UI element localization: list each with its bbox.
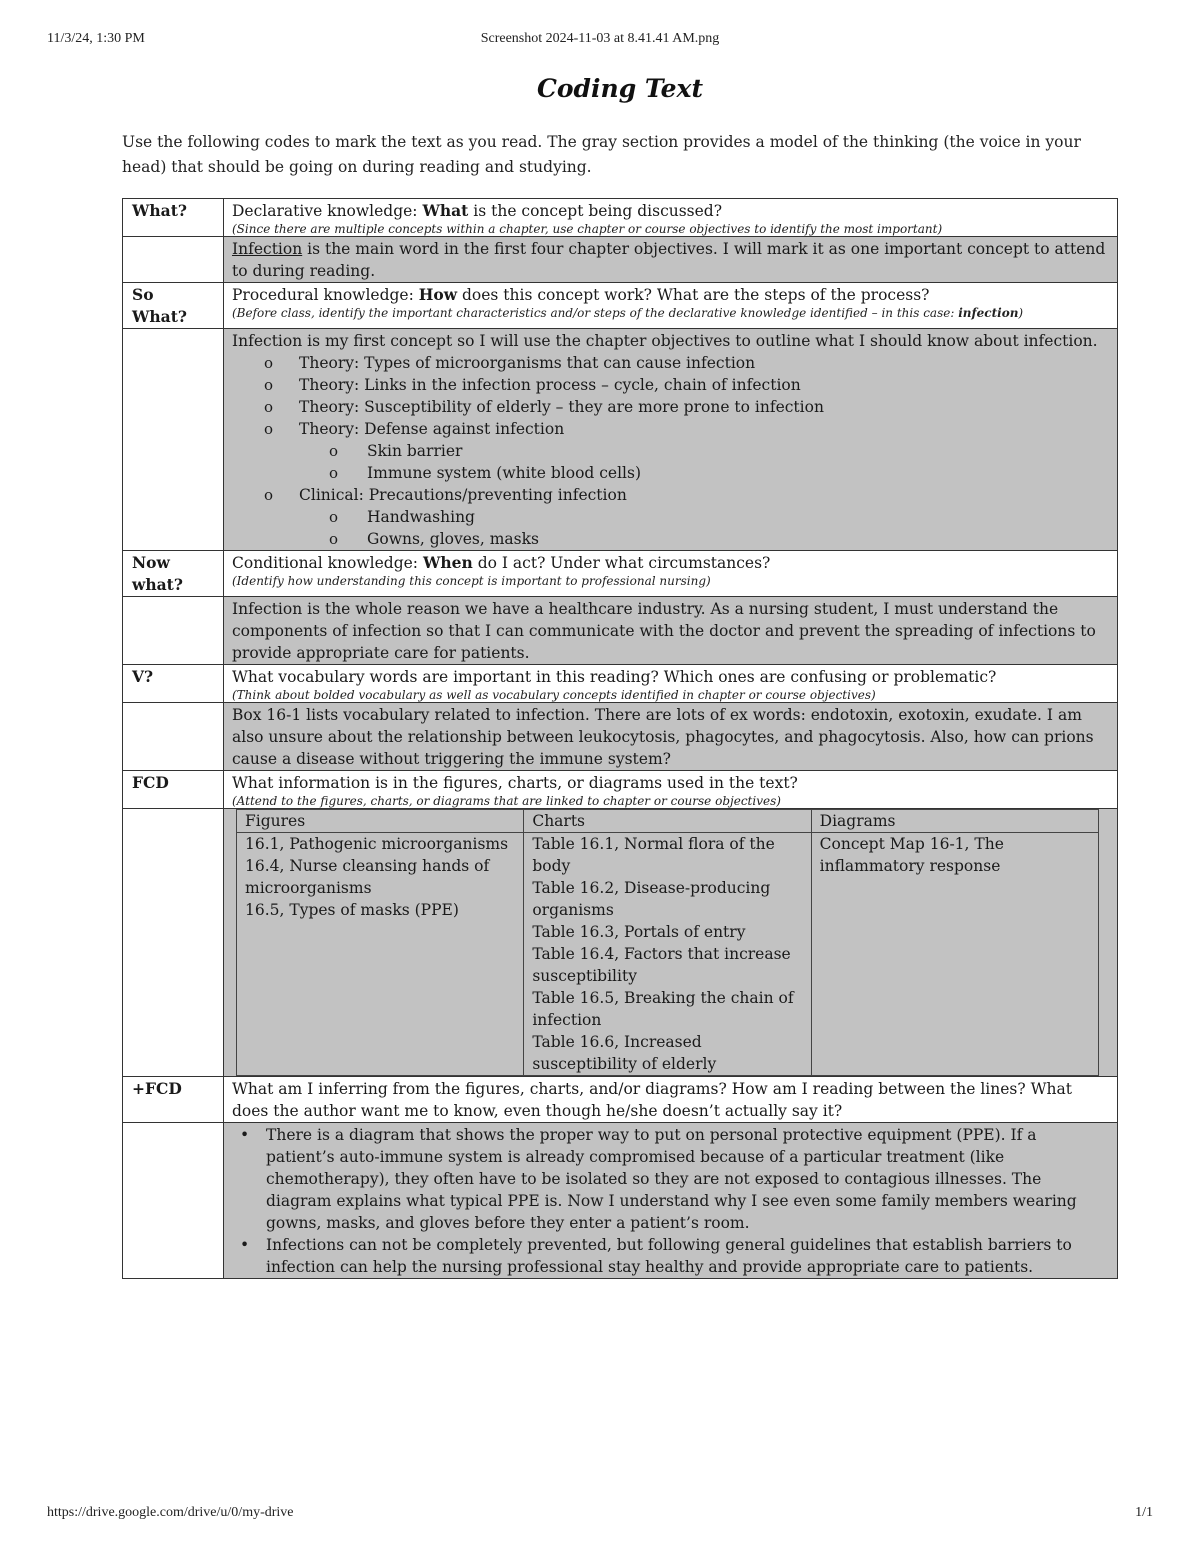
model-vocab: Box 16-1 lists vocabulary related to infection. There are lots of ex words: endotoxin, exotoxin, exudate. I am also unsure about the relationship between leukocytosis, phagocytes, and phagocytosis. Also, how can prions cause a disease without triggering the immune system? [224,703,1118,771]
code-sowhat: So What? [123,283,224,329]
code-blank [123,329,224,551]
question-note: (Think about bolded vocabulary as well as vocabulary concepts identified in chapter or course objectives) [232,688,876,702]
row-plusfcd-model [123,1123,1118,1279]
inference-list [232,1124,1109,1278]
fcd-body-row [237,833,1099,1076]
fcd-header-diagrams: Diagrams [811,810,1098,833]
fcd-header-charts: Charts [524,810,811,833]
code-blank [123,809,224,1077]
row-nowwhat-question [123,551,1118,597]
fcd-table [236,809,1099,1076]
list-item: • Infections can not be completely prevented, but following general guidelines that establish barriers to infection can help the nursing professional stay healthy and provide appropriate care to patients. [266,1234,1109,1278]
sub-list [299,440,1109,484]
list-item: o Immune system (white blood cells) [329,462,1109,484]
underlined-concept: Infection [232,240,303,258]
code-what: What? [123,199,224,237]
fcd-charts-cell [524,833,811,1076]
list-item: o Theory: Susceptibility of elderly – they are more prone to infection [264,396,1109,418]
list-item: 16.1, Pathogenic microorganisms [245,835,509,853]
question-note: (Before class, identify the important characteristics and/or steps of the declarative knowledge identified – in this case: infection) [232,306,1024,320]
list-item: Concept Map 16-1, The inflammatory response [819,835,1004,875]
code-plusfcd: +FCD [123,1077,224,1123]
question-nowwhat [224,551,1118,597]
fcd-header-row [237,810,1099,833]
code-blank [123,1123,224,1279]
list-item: Table 16.6, Increased susceptibility of elderly [532,1033,717,1073]
code-fcd: FCD [123,771,224,809]
code-vocab: V? [123,665,224,703]
row-nowwhat-model [123,597,1118,665]
question-note: (Since there are multiple concepts within a chapter, use chapter or course objectives to identify the most important) [232,222,943,236]
question-text: What vocabulary words are important in this reading? Which ones are confusing or problematic? [232,668,997,686]
question-fcd [224,771,1118,809]
question-note: (Attend to the figures, charts, or diagrams that are linked to chapter or course objectives) [232,794,781,808]
question-text: What information is in the figures, charts, or diagrams used in the text? [232,774,798,792]
question-text: Conditional knowledge: When do I act? Under what circumstances? [232,553,771,572]
print-url: https://drive.google.com/drive/u/0/my-drive [47,1505,294,1520]
list-item: o Theory: Defense against infection o Skin barrier o Immune system (white blood cells) [264,418,1109,484]
list-item: o Clinical: Precautions/preventing infection o Handwashing o Gowns, gloves, masks [264,484,1109,550]
code-nowwhat: Now what? [123,551,224,597]
fcd-header-figures: Figures [237,810,524,833]
row-fcd-question [123,771,1118,809]
list-item: Table 16.2, Disease-producing organisms [532,879,771,919]
intro-paragraph: Use the following codes to mark the text as you read. The gray section provides a model of the thinking (the voice in your head) that should be going on during reading and studying. [122,133,1081,176]
code-blank [123,597,224,665]
row-what-question [123,199,1118,237]
row-sowhat-question [123,283,1118,329]
row-plusfcd-question [123,1077,1118,1123]
page-title: Coding Text [536,74,703,103]
list-item: o Theory: Links in the infection process – cycle, chain of infection [264,374,1109,396]
row-vocab-model [123,703,1118,771]
coding-table [122,198,1118,1279]
print-filename: Screenshot 2024-11-03 at 8.41.41 AM.png [480,31,720,46]
row-vocab-question [123,665,1118,703]
sub-list [299,506,1109,550]
model-fcd [224,809,1118,1077]
question-plusfcd: What am I inferring from the figures, charts, and/or diagrams? How am I reading between the lines? What does the author want me to know, even though he/she doesn’t actually say it? [224,1077,1118,1123]
fcd-diagrams-cell [811,833,1098,1076]
list-item: Table 16.3, Portals of entry [532,923,746,941]
list-item: Table 16.4, Factors that increase susceptibility [532,945,791,985]
print-page-number: 1/1 [1135,1505,1153,1520]
row-sowhat-model [123,329,1118,551]
list-item: o Skin barrier [329,440,1109,462]
list-item: 16.4, Nurse cleansing hands of microorganisms [245,857,490,897]
list-item: Table 16.1, Normal flora of the body [532,835,775,875]
list-item: o Handwashing [329,506,1109,528]
list-item: Table 16.5, Breaking the chain of infection [532,989,794,1029]
outline-list [232,352,1109,550]
list-item: 16.5, Types of masks (PPE) [245,901,459,919]
question-what [224,199,1118,237]
print-datetime: 11/3/24, 1:30 PM [47,31,145,46]
model-what: Infection is the main word in the first four chapter objectives. I will mark it as one important concept to attend to during reading. [224,237,1118,283]
question-vocab [224,665,1118,703]
row-what-model [123,237,1118,283]
question-sowhat [224,283,1118,329]
fcd-figures-cell [237,833,524,1076]
model-sowhat [224,329,1118,551]
question-text: Procedural knowledge: How does this concept work? What are the steps of the process? [232,285,930,304]
question-text: Declarative knowledge: What is the concept being discussed? [232,201,723,220]
model-intro: Infection is my first concept so I will use the chapter objectives to outline what I should know about infection. [232,332,1098,350]
list-item: o Gowns, gloves, masks [329,528,1109,550]
row-fcd-model [123,809,1118,1077]
list-item: o Theory: Types of microorganisms that can cause infection [264,352,1109,374]
model-plusfcd [224,1123,1118,1279]
code-blank [123,703,224,771]
question-note: (Identify how understanding this concept is important to professional nursing) [232,574,711,588]
code-blank [123,237,224,283]
model-nowwhat: Infection is the whole reason we have a healthcare industry. As a nursing student, I must understand the components of infection so that I can communicate with the doctor and prevent the spreading of infections to provide appropriate care for patients. [224,597,1118,665]
list-item: • There is a diagram that shows the proper way to put on personal protective equipment (PPE). If a patient’s auto-immune system is already compromised because of a particular treatment (like chemotherapy), they often have to be isolated so they are not exposed to contagious illnesses. The diagram explains what typical PPE is. Now I understand why I see even some family members wearing gowns, masks, and gloves before they enter a patient’s room. [266,1124,1109,1234]
